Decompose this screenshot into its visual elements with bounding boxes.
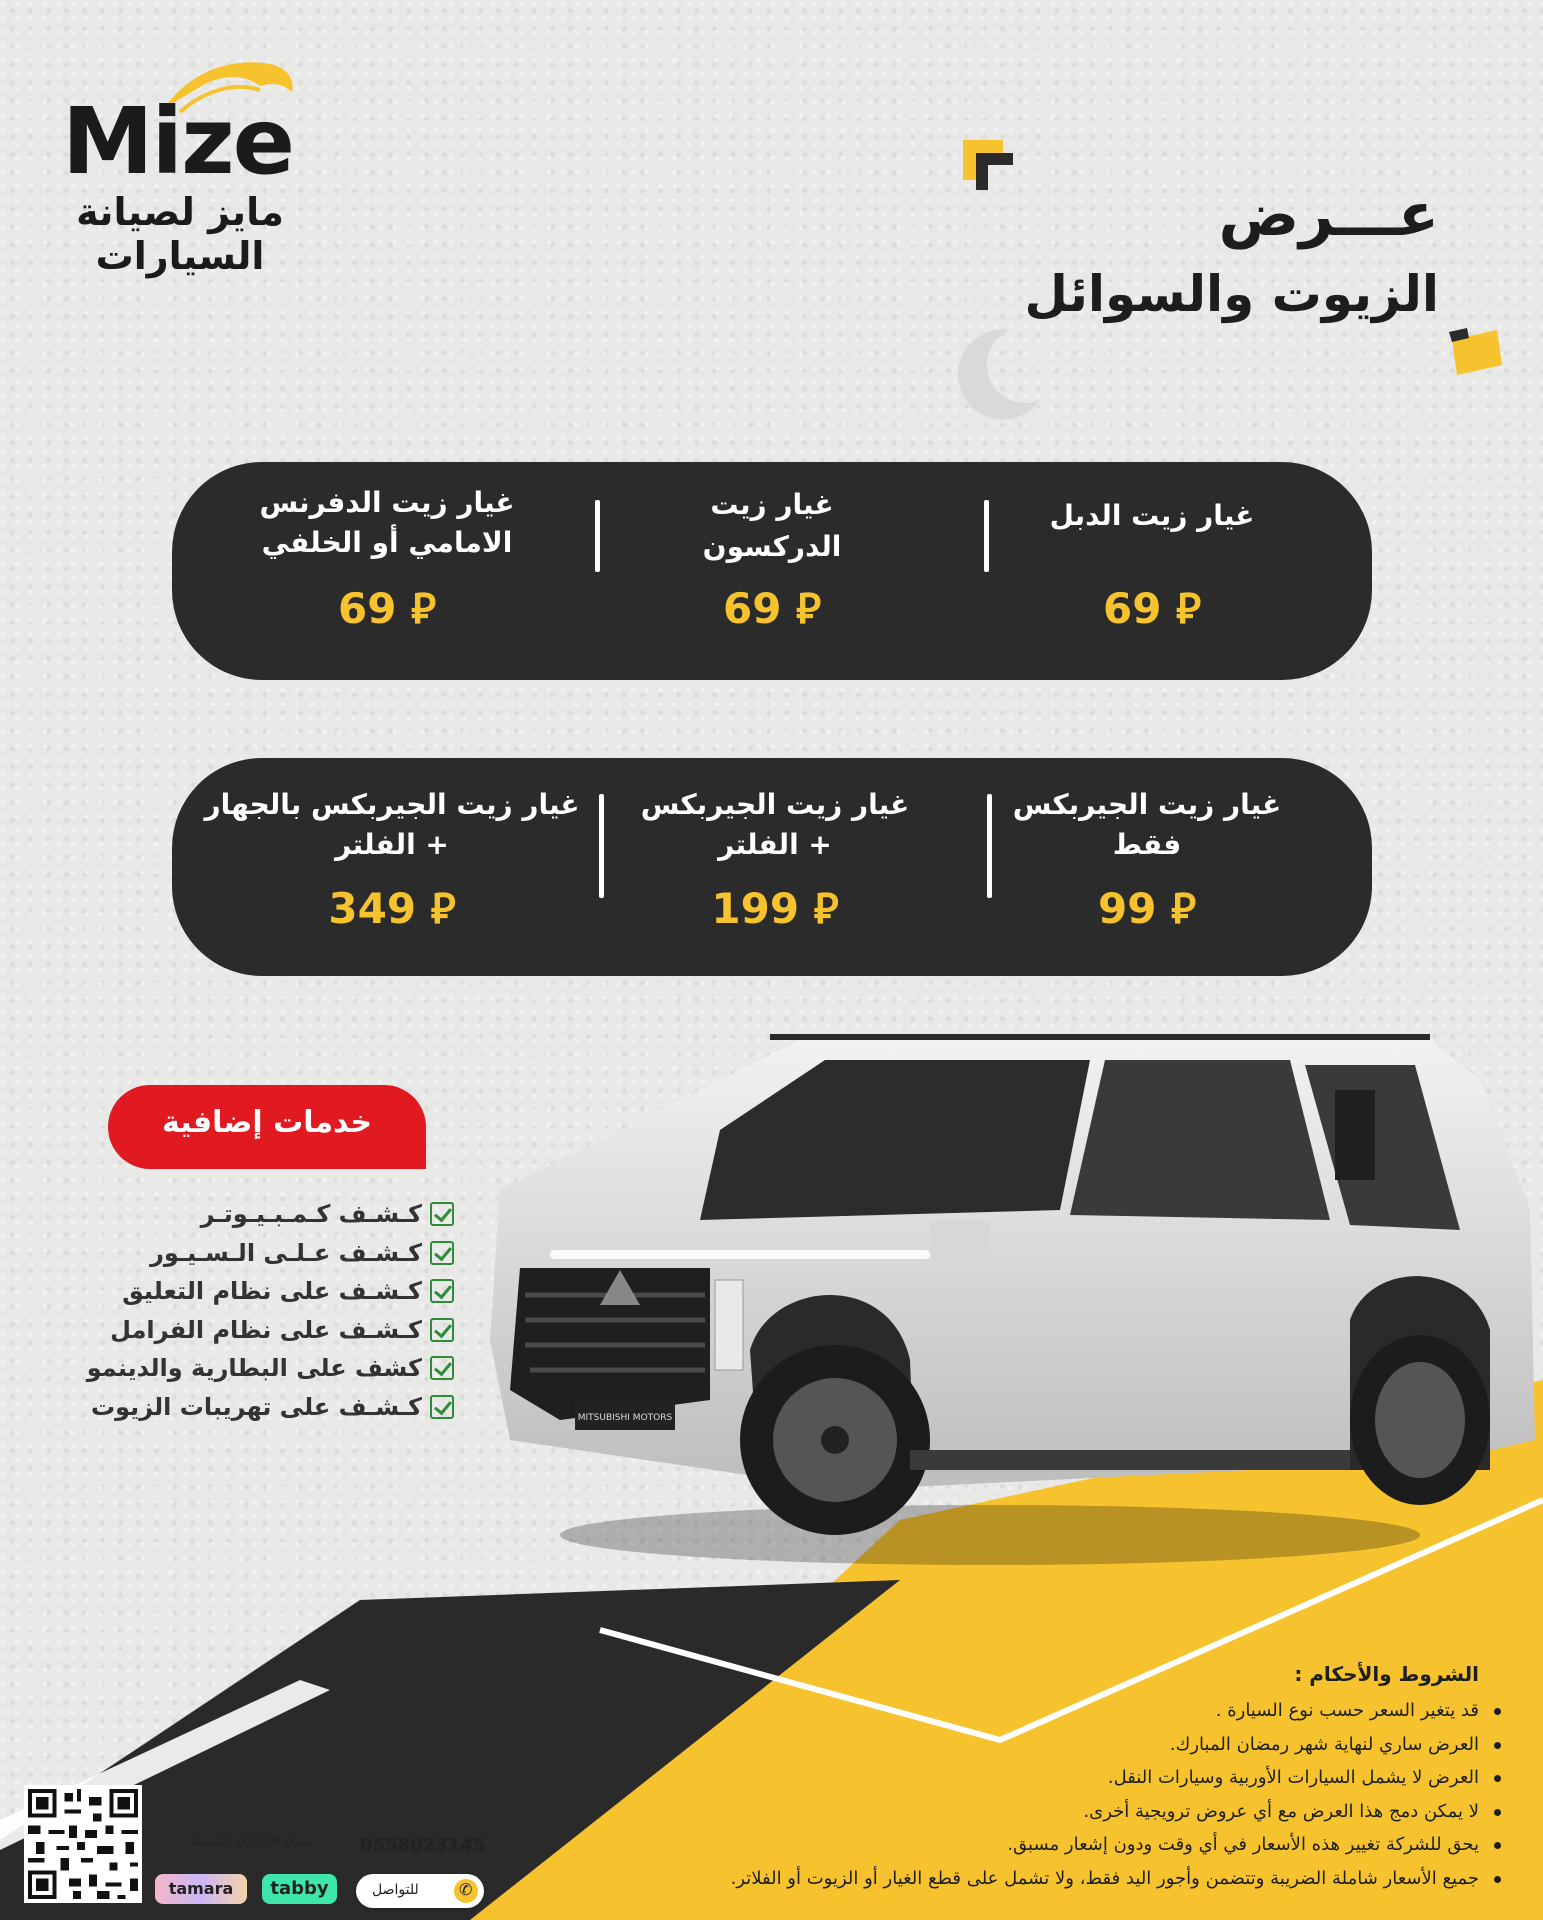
riyal-currency-icon: ⃁ (1161, 584, 1202, 633)
terms-and-conditions (447, 1662, 1507, 1895)
terms-item: جميع الأسعار شاملة الضريبة وتتضمن وأجور اليد فقط، ولا تشمل على قطع الغيار أو الزيوت أو الفلاتر. (447, 1862, 1479, 1896)
terms-item: قد يتغير السعر حسب نوع السيارة . (447, 1694, 1479, 1728)
checkbox-icon (430, 1202, 454, 1226)
corner-decoration-icon (1447, 320, 1507, 380)
terms-item: العرض لا يشمل السيارات الأوربية وسيارات النقل. (447, 1761, 1479, 1795)
corner-decoration-icon (958, 135, 1018, 195)
service-item: كـشـف كـمـبـيـوتـر (40, 1195, 454, 1234)
offer-label: الدركسون (702, 530, 842, 563)
riyal-currency-icon: ⃁ (781, 584, 822, 633)
checkbox-icon (430, 1395, 454, 1419)
divider (987, 794, 992, 898)
offer-label: غيار زيت الدفرنس (259, 486, 515, 519)
installments-note: متوفر الآن الدفع بالتقسيط (190, 1835, 310, 1848)
suv-car-image (470, 1020, 1543, 1580)
phone-number[interactable]: 0558023145 (360, 1835, 486, 1856)
offer-price: 69 ⃁ (722, 584, 822, 633)
offer-price: 349 ⃁ (328, 884, 456, 933)
service-item: كـشـف عـلـى الـسـيـور (40, 1234, 454, 1273)
car-plate-text: MITSUBISHI MOTORS (577, 1413, 673, 1423)
price-card-row2 (172, 758, 1372, 976)
offer-label: فقط (1112, 828, 1182, 861)
riyal-currency-icon: ⃁ (396, 584, 437, 633)
checkbox-icon (430, 1318, 454, 1342)
offer-gearbox-oil-filter (590, 758, 960, 976)
tabby-badge: tabby (262, 1874, 337, 1904)
crescent-moon-icon (940, 320, 1050, 430)
offer-label: غيار زيت الدبل (1049, 499, 1255, 532)
offer-label: + الفلتر (718, 828, 832, 861)
offer-price: 99 ⃁ (1097, 884, 1197, 933)
offer-gearbox-oil-only (962, 758, 1332, 976)
tamara-badge: tamara (155, 1874, 247, 1904)
service-item: كـشـف على تهريبات الزيوت (40, 1388, 454, 1427)
offer-label: غيار زيت الجيربكس (640, 788, 910, 821)
contact-label: للتواصل (372, 1882, 419, 1898)
services-title-badge (108, 1085, 426, 1169)
contact-button[interactable] (356, 1874, 484, 1908)
offer-title: عـــرض (1218, 180, 1439, 250)
offer-gearbox-oil-machine (197, 758, 587, 976)
offer-label: غيار زيت (710, 488, 834, 521)
terms-title: الشروط والأحكام : (1294, 1662, 1479, 1686)
offer-label: + الفلتر (335, 828, 449, 861)
brand-subtitle: مايز لصيانة السيارات (76, 190, 284, 278)
brand-logo: Mize (62, 88, 294, 195)
divider (599, 794, 604, 898)
offer-label: غيار زيت الجيربكس بالجهار (204, 788, 580, 821)
checkbox-icon (430, 1356, 454, 1380)
offer-price: 69 ⃁ (337, 584, 437, 633)
offer-transfer-case-oil (192, 462, 582, 680)
riyal-currency-icon: ⃁ (799, 884, 839, 933)
terms-item: لا يمكن دمج هذا العرض مع أي عروض ترويجية أخرى. (447, 1795, 1479, 1829)
checkbox-icon (430, 1279, 454, 1303)
offer-price: 199 ⃁ (711, 884, 839, 933)
service-item: كـشـف على نظام التعليق (40, 1272, 454, 1311)
offer-steering-oil (592, 462, 952, 680)
divider (984, 500, 989, 572)
service-item: كـشـف على نظام الفرامل (40, 1311, 454, 1350)
qr-code[interactable] (24, 1785, 142, 1903)
service-item: كشف على البطارية والدينمو (40, 1349, 454, 1388)
services-title: خدمات إضافية (162, 1105, 372, 1140)
riyal-currency-icon: ⃁ (1156, 884, 1197, 933)
offer-price: 69 ⃁ (1102, 584, 1202, 633)
terms-list (447, 1694, 1507, 1895)
terms-item: يحق للشركة تغيير هذه الأسعار في أي وقت ودون إشعار مسبق. (447, 1828, 1479, 1862)
riyal-currency-icon: ⃁ (416, 884, 456, 933)
terms-item: العرض ساري لنهاية شهر رمضان المبارك. (447, 1728, 1479, 1762)
phone-icon (454, 1879, 478, 1903)
divider (595, 500, 600, 572)
services-list (40, 1195, 454, 1426)
offer-label: الامامي أو الخلفي (261, 526, 513, 559)
offer-differential-oil (972, 462, 1332, 680)
offer-subtitle: الزيوت والسوائل (1024, 265, 1439, 323)
checkbox-icon (430, 1241, 454, 1265)
price-card-row1 (172, 462, 1372, 680)
offer-label: غيار زيت الجيربكس (1012, 788, 1282, 821)
